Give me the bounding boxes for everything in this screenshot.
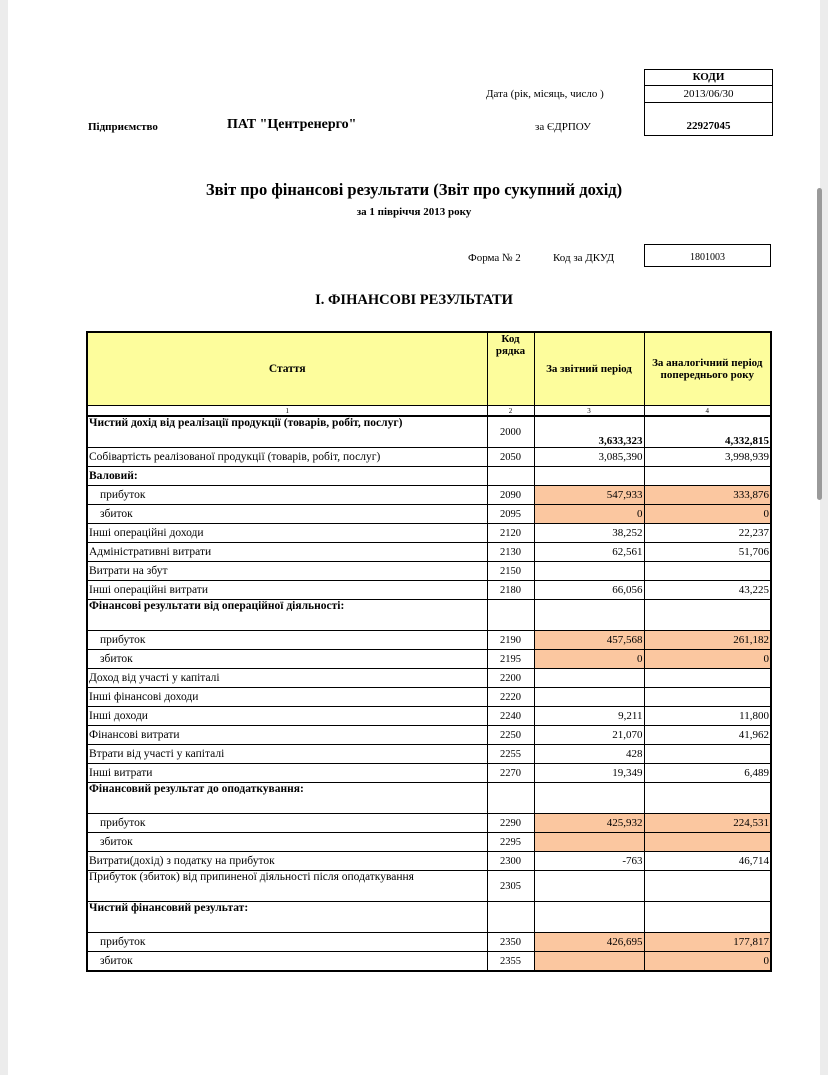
row-current-value [534,669,644,688]
row-previous-value: 22,237 [644,524,771,543]
row-current-value: 3,085,390 [534,448,644,467]
date-value: 2013/06/30 [645,86,772,103]
row-label: Інші фінансові доходи [87,688,487,707]
row-label: Доход від участі у капіталі [87,669,487,688]
report-title: Звіт про фінансові результати (Звіт про сукупний дохід) [205,180,623,199]
table-row [87,902,771,933]
table-row [87,524,771,543]
row-code: 2095 [487,505,534,524]
table-header-row [87,332,771,406]
row-previous-value: 261,182 [644,631,771,650]
table-row [87,707,771,726]
row-current-value: -763 [534,852,644,871]
row-code [487,902,534,933]
col-number: 3 [534,406,644,417]
row-previous-value: 6,489 [644,764,771,783]
column-numbers-row [87,406,771,417]
row-current-value [534,600,644,631]
table-row [87,833,771,852]
row-previous-value: 224,531 [644,814,771,833]
table-row [87,486,771,505]
row-label: збиток [87,952,487,972]
row-current-value [534,688,644,707]
row-label: Прибуток (збиток) від припиненої діяльності після оподаткування [87,871,487,902]
row-code: 2240 [487,707,534,726]
row-label: Інші витрати [87,764,487,783]
row-code [487,467,534,486]
col-number: 4 [644,406,771,417]
row-code: 2270 [487,764,534,783]
table-row [87,933,771,952]
row-code: 2130 [487,543,534,562]
row-previous-value: 0 [644,505,771,524]
row-previous-value: 46,714 [644,852,771,871]
table-row [87,448,771,467]
row-previous-value: 51,706 [644,543,771,562]
row-current-value: 66,056 [534,581,644,600]
financial-results-table [86,331,772,972]
row-label: збиток [87,650,487,669]
table-row [87,783,771,814]
row-label: Інші операційні витрати [87,581,487,600]
row-label: прибуток [87,631,487,650]
table-row [87,467,771,486]
row-current-value: 9,211 [534,707,644,726]
row-current-value [534,467,644,486]
edrpou-label: за ЄДРПОУ [535,121,591,133]
row-current-value: 426,695 [534,933,644,952]
row-current-value [534,833,644,852]
row-current-value [534,871,644,902]
row-previous-value [644,902,771,933]
row-previous-value: 3,998,939 [644,448,771,467]
header-code: Код рядка [487,332,534,406]
row-current-value: 457,568 [534,631,644,650]
row-code: 2295 [487,833,534,852]
row-code: 2350 [487,933,534,952]
row-code [487,600,534,631]
row-code: 2180 [487,581,534,600]
row-current-value: 38,252 [534,524,644,543]
row-code: 2220 [487,688,534,707]
scrollbar[interactable] [817,188,822,500]
report-period: за 1 півріччя 2013 року [356,206,472,218]
row-current-value: 21,070 [534,726,644,745]
header-current-period: За звітний період [534,332,644,406]
table-row [87,562,771,581]
header-previous-period: За аналогічний період попереднього року [644,332,771,406]
row-previous-value [644,833,771,852]
row-code: 2120 [487,524,534,543]
row-previous-value: 177,817 [644,933,771,952]
table-row [87,764,771,783]
row-code: 2250 [487,726,534,745]
row-previous-value [644,467,771,486]
row-previous-value [644,783,771,814]
table-row [87,600,771,631]
row-current-value [534,562,644,581]
row-label: Фінансові результати від операційної діяльності: [87,600,487,631]
row-code: 2190 [487,631,534,650]
row-current-value [534,952,644,972]
row-label: Чистий фінансовий результат: [87,902,487,933]
row-label: прибуток [87,814,487,833]
row-label: Адміністративні витрати [87,543,487,562]
row-previous-value: 4,332,815 [644,416,771,448]
table-row [87,726,771,745]
table-row [87,505,771,524]
table-row [87,871,771,902]
table-row [87,952,771,972]
row-current-value: 428 [534,745,644,764]
table-row [87,814,771,833]
row-code [487,783,534,814]
enterprise-name: ПАТ "Центренерго" [227,117,357,132]
row-current-value: 62,561 [534,543,644,562]
row-current-value: 547,933 [534,486,644,505]
table-row [87,543,771,562]
table-row [87,581,771,600]
row-label: збиток [87,833,487,852]
row-label: Фінансовий результат до оподаткування: [87,783,487,814]
row-code: 2355 [487,952,534,972]
row-current-value: 0 [534,650,644,669]
table-row [87,669,771,688]
row-code: 2305 [487,871,534,902]
enterprise-label: Підприємство [88,121,158,133]
codes-header: КОДИ [645,70,772,86]
section-title: I. ФІНАНСОВІ РЕЗУЛЬТАТИ [315,292,513,308]
row-label: Інші операційні доходи [87,524,487,543]
row-code: 2150 [487,562,534,581]
table-row [87,650,771,669]
row-label: Витрати(дохід) з податку на прибуток [87,852,487,871]
row-previous-value [644,871,771,902]
row-code: 2290 [487,814,534,833]
row-current-value [534,902,644,933]
row-label: Собівартість реалізованої продукції (товарів, робіт, послуг) [87,448,487,467]
row-previous-value [644,688,771,707]
row-previous-value [644,562,771,581]
table-row [87,631,771,650]
date-label: Дата (рік, місяць, число ) [486,88,604,100]
row-previous-value: 41,962 [644,726,771,745]
row-current-value: 3,633,323 [534,416,644,448]
row-code: 2255 [487,745,534,764]
table-row [87,852,771,871]
table-row [87,688,771,707]
row-code: 2000 [487,416,534,448]
row-code: 2200 [487,669,534,688]
form-label: Форма № 2 [468,252,521,264]
row-previous-value [644,669,771,688]
row-code: 2090 [487,486,534,505]
row-label: Фінансові витрати [87,726,487,745]
row-previous-value: 0 [644,650,771,669]
header-article: Стаття [87,332,487,406]
row-current-value: 0 [534,505,644,524]
row-label: прибуток [87,933,487,952]
row-previous-value: 11,800 [644,707,771,726]
row-previous-value [644,600,771,631]
row-label: Валовий: [87,467,487,486]
row-code: 2300 [487,852,534,871]
row-label: збиток [87,505,487,524]
col-number: 2 [487,406,534,417]
row-label: прибуток [87,486,487,505]
row-code: 2195 [487,650,534,669]
row-label: Чистий дохід від реалізації продукції (товарів, робіт, послуг) [87,416,487,448]
table-row [87,416,771,448]
edrpou-value: 22927045 [686,120,731,132]
dkud-label: Код за ДКУД [553,252,615,264]
row-label: Інші доходи [87,707,487,726]
row-label: Витрати на збут [87,562,487,581]
table-row [87,745,771,764]
codes-box [644,69,773,136]
row-previous-value [644,745,771,764]
row-previous-value: 0 [644,952,771,972]
row-label: Втрати від участі у капіталі [87,745,487,764]
row-current-value [534,783,644,814]
row-current-value: 425,932 [534,814,644,833]
row-code: 2050 [487,448,534,467]
row-previous-value: 43,225 [644,581,771,600]
dkud-value: 1801003 [644,244,771,267]
col-number: 1 [87,406,487,417]
row-previous-value: 333,876 [644,486,771,505]
row-current-value: 19,349 [534,764,644,783]
